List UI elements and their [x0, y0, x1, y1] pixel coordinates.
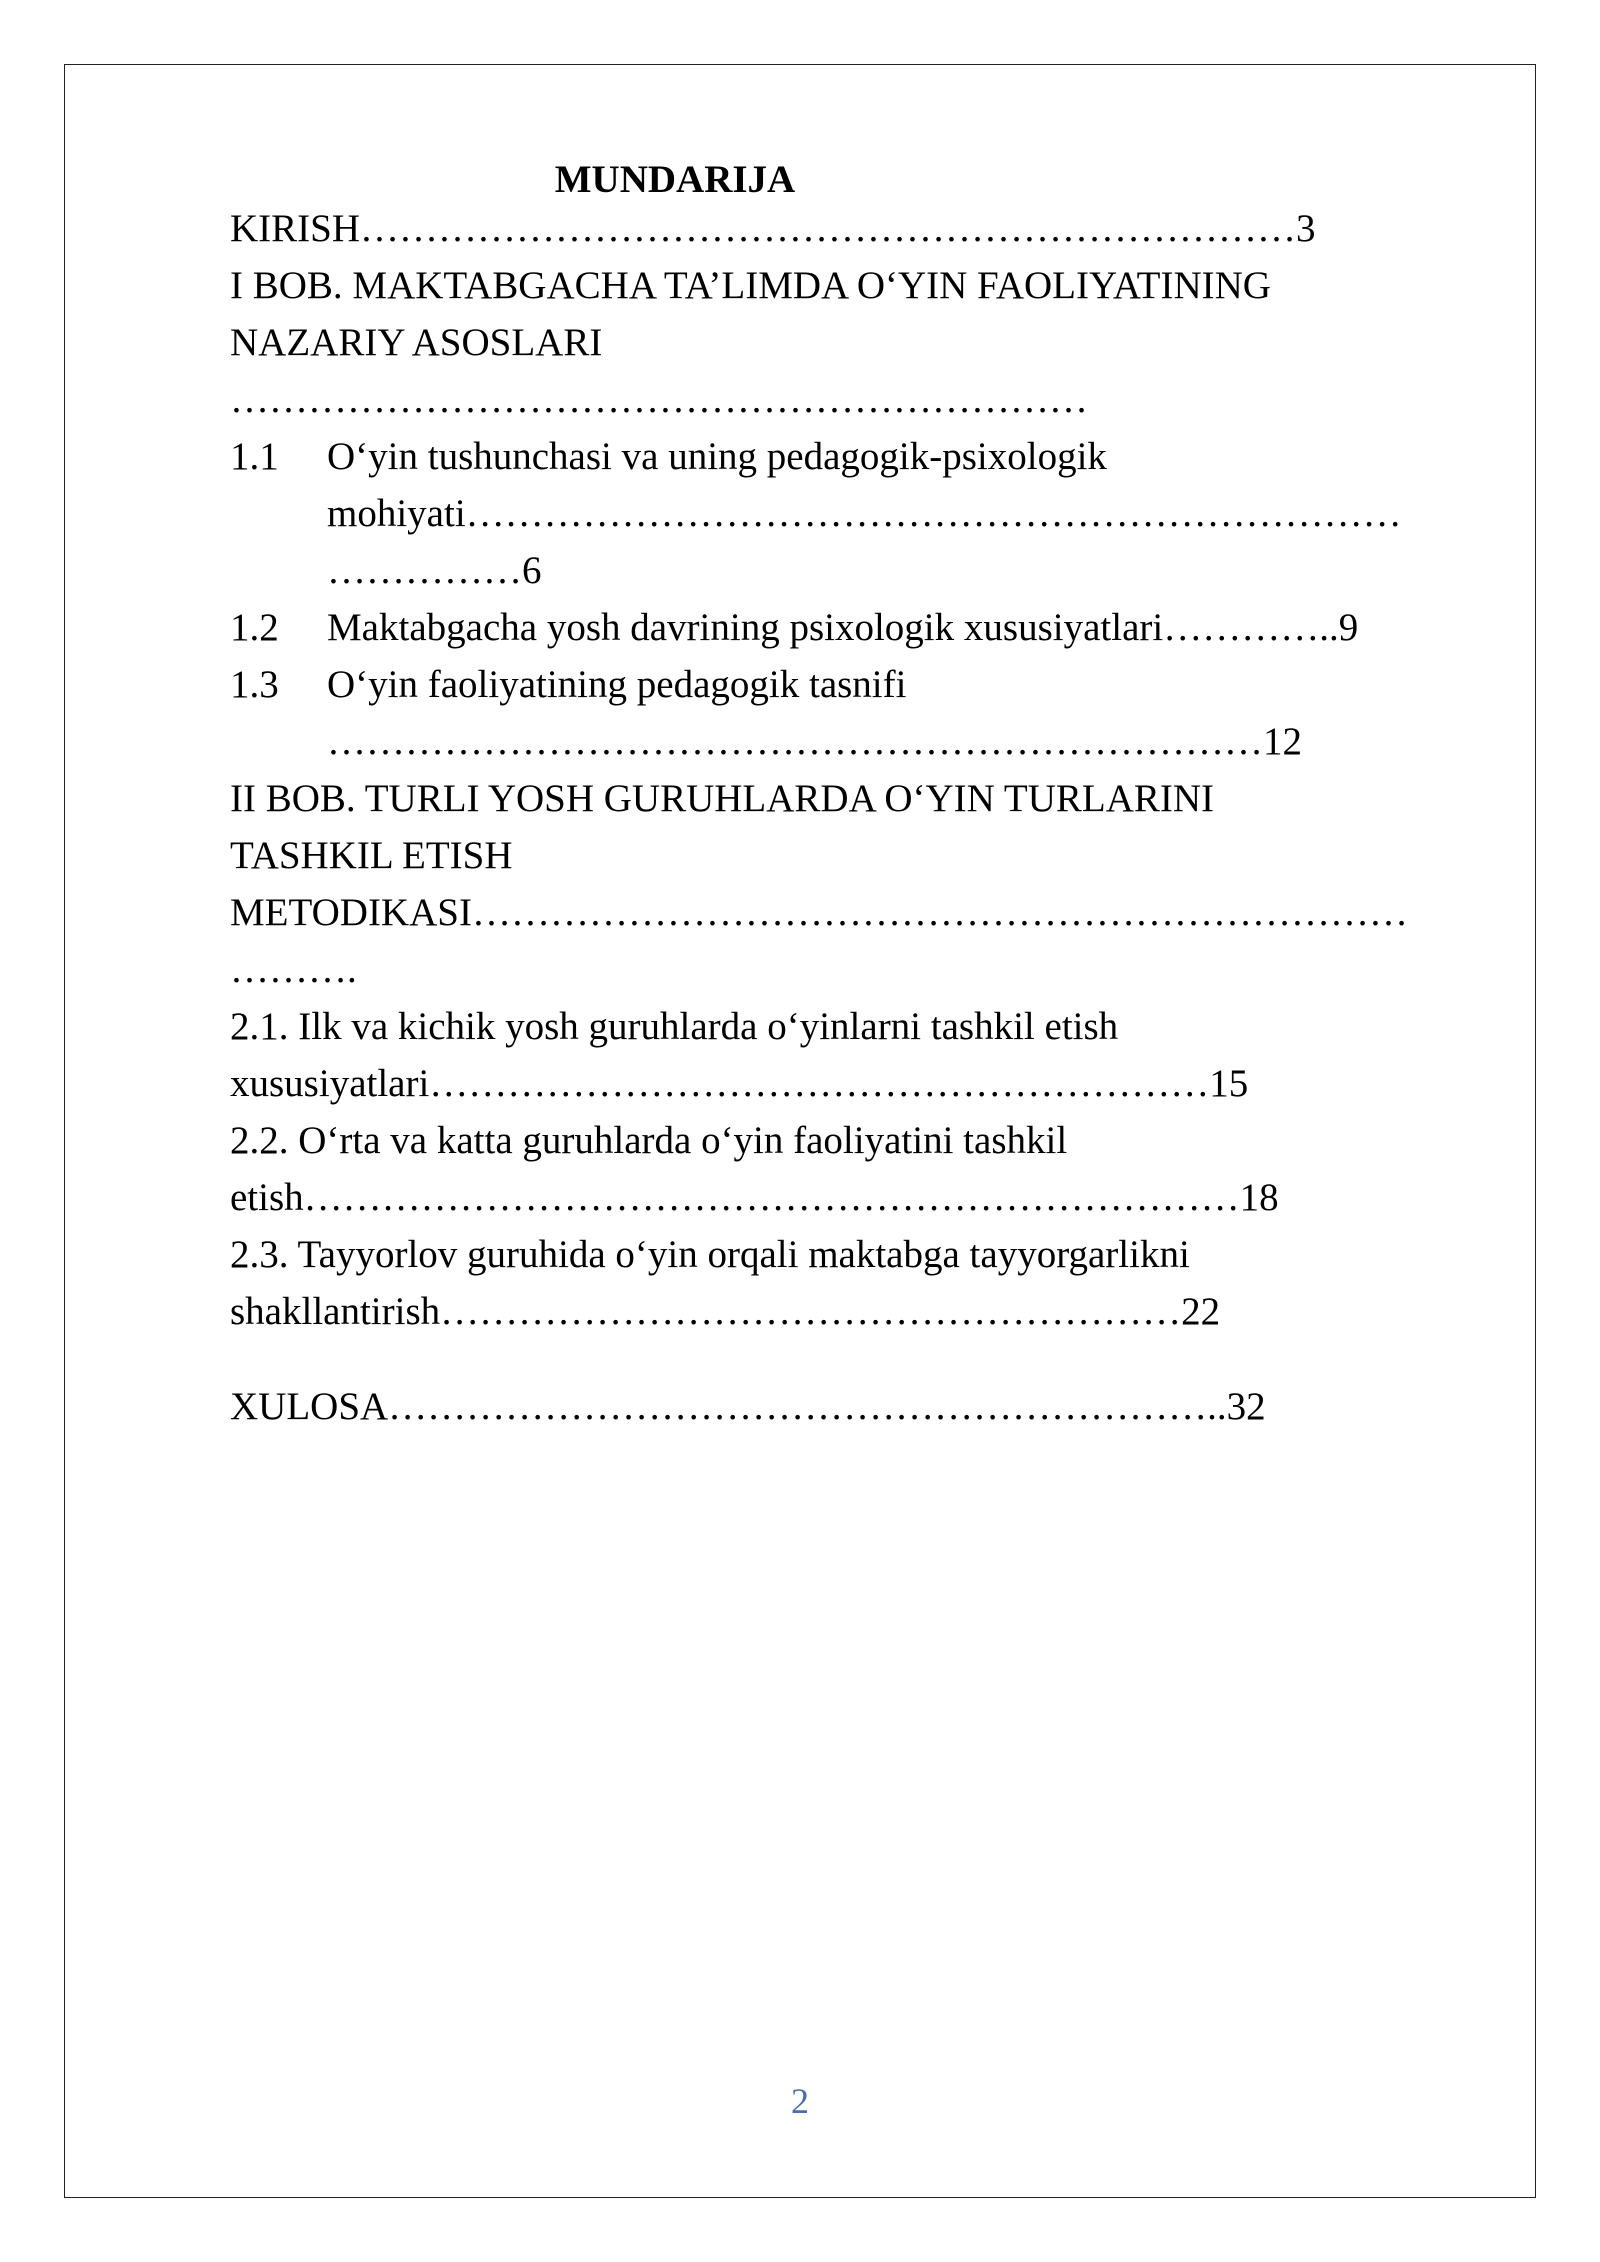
toc-chapter-2-title-line-3: METODIKASI……………………………………………………………… [230, 891, 1408, 934]
toc-section-1-1-number: 1.1 [230, 435, 279, 478]
toc-section-2-1-line-1: 2.1. Ilk va kichik yosh guruhlarda o‘yinlarni tashkil etish [230, 1005, 1119, 1048]
toc-section-1-3-line-2: ………………………………………………………………12 [327, 720, 1302, 763]
toc-section-2-3-line-1: 2.3. Tayyorlov guruhida o‘yin orqali maktabga tayyorgarlikni [230, 1233, 1190, 1276]
toc-section-2-2-line-1: 2.2. O‘rta va katta guruhlarda o‘yin faoliyatini tashkil [230, 1119, 1068, 1162]
toc-chapter-2-title-line-1: II BOB. TURLI YOSH GURUHLARDA O‘YIN TURLARINI [230, 777, 1215, 820]
toc-section-2-2-line-2: etish………………………………………………………………18 [230, 1176, 1279, 1219]
toc-title: MUNDARIJA [554, 158, 796, 201]
toc-chapter-2-leader: ………. [230, 948, 357, 991]
toc-section-2-1-line-2: xususiyatlari……………………………………………………15 [230, 1062, 1249, 1105]
toc-chapter-1-leader: ………………………………………………………… [230, 378, 1088, 421]
toc-chapter-1-title-line-1: I BOB. MAKTABGACHA TA’LIMDA O‘YIN FAOLIYATINING [230, 264, 1271, 307]
toc-chapter-1-title-line-2: NAZARIY ASOSLARI [230, 321, 603, 364]
toc-section-1-3-line-1: O‘yin faoliyatining pedagogik tasnifi [327, 663, 907, 706]
toc-entry-xulosa: XULOSA………………………………………………………..32 [230, 1385, 1266, 1428]
toc-section-1-2-line-1: Maktabgacha yosh davrining psixologik xususiyatlari…………..9 [327, 606, 1359, 649]
toc-section-2-3-line-2: shakllantirish…………………………………………………22 [230, 1290, 1221, 1333]
toc-section-1-3-number: 1.3 [230, 663, 279, 706]
toc-section-1-2-number: 1.2 [230, 606, 279, 649]
toc-section-1-1-line-2: mohiyati……………………………………………………………… [327, 492, 1402, 535]
toc-section-1-1-line-3: ……………6 [327, 549, 542, 592]
page-number: 2 [791, 2081, 809, 2121]
toc-entry-kirish: KIRISH………………………………………………………………3 [230, 207, 1316, 250]
toc-section-1-1-line-1: O‘yin tushunchasi va uning pedagogik-psixologik [327, 435, 1107, 478]
toc-chapter-2-title-line-2: TASHKIL ETISH [230, 834, 513, 877]
